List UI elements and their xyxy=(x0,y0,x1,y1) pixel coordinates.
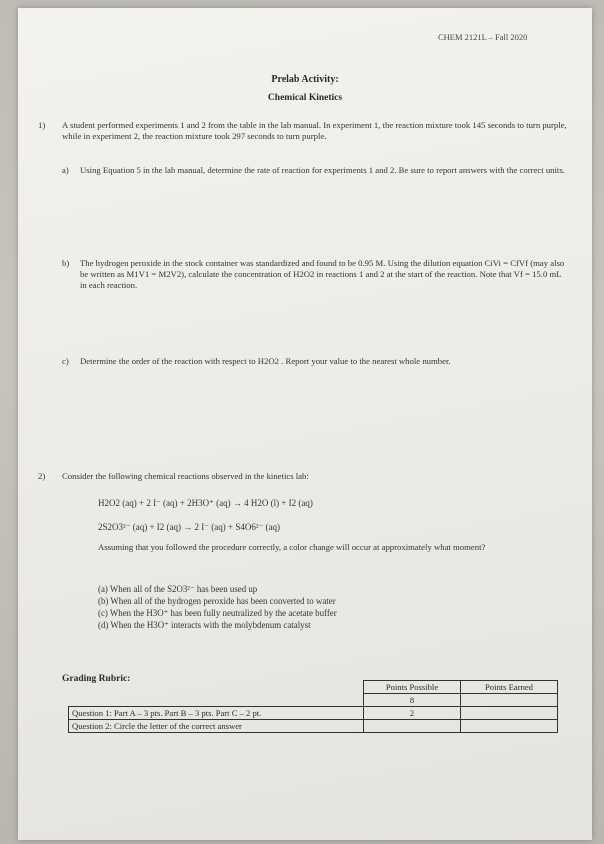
table-row xyxy=(69,694,558,707)
q1a-text: Using Equation 5 in the lab manual, determine the rate of reaction for experiments 1 and 2. Be sure to report answers with the correct units. xyxy=(80,165,565,175)
row1-earned xyxy=(461,694,558,707)
q1a-label: a) xyxy=(62,165,69,175)
rubric-title: Grading Rubric: xyxy=(62,674,131,684)
col-points-possible: Points Possible xyxy=(364,681,461,694)
table-row xyxy=(69,707,558,720)
q2-question: Assuming that you followed the procedure correctly, a color change will occur at approximately what moment? xyxy=(98,542,486,552)
row2-possible: 2 xyxy=(364,707,461,720)
worksheet-page xyxy=(18,8,592,840)
q1c-label: c) xyxy=(62,356,69,366)
col-points-earned: Points Earned xyxy=(461,681,558,694)
q1b-label: b) xyxy=(62,258,70,268)
row2-earned xyxy=(461,707,558,720)
q1-text: A student performed experiments 1 and 2 from the table in the lab manual. In experiment 1, the reaction mixture took 145 seconds to turn purple, while in experiment 2, the reaction mixture took 297 seconds to turn purple. xyxy=(62,120,567,141)
q1-number: 1) xyxy=(38,120,46,130)
q1b-text: The hydrogen peroxide in the stock container was standardized and found to be 0.95 M. Using the dilution equation CiVi = CfVf (may also be written as M1V1 = M2V2), calculate the concentration of H2O2 in reactions 1 and 2 at the start of the reaction. Note that Vf = 15.0 mL in each reaction. xyxy=(80,258,565,290)
option-c: (c) When the H3O⁺ has been fully neutralized by the acetate buffer xyxy=(98,608,337,618)
table-row xyxy=(69,720,558,733)
course-header: CHEM 2121L – Fall 2020 xyxy=(438,32,528,42)
row1-label: Question 1: Part A – 3 pts. Part B – 3 pts. Part C – 2 pt. xyxy=(69,707,364,720)
page-subtitle: Chemical Kinetics xyxy=(267,93,343,103)
rubric-header-row xyxy=(69,681,558,694)
equation-1: H2O2 (aq) + 2 I⁻ (aq) + 2H3O⁺ (aq) → 4 H2O (l) + I2 (aq) xyxy=(98,498,313,508)
q1c-text: Determine the order of the reaction with respect to H2O2 . Report your value to the nearest whole number. xyxy=(80,356,451,366)
rubric-table xyxy=(68,680,558,733)
row2-label: Question 2: Circle the letter of the correct answer xyxy=(69,720,364,733)
page-title: Prelab Activity: xyxy=(271,74,339,85)
option-d: (d) When the H3O⁺ interacts with the molybdenum catalyst xyxy=(98,620,311,630)
option-b: (b) When all of the hydrogen peroxide has been converted to water xyxy=(98,596,336,606)
option-a: (a) When all of the S2O3²⁻ has been used up xyxy=(98,584,258,594)
q2-text: Consider the following chemical reactions observed in the kinetics lab: xyxy=(62,471,309,481)
equation-2: 2S2O3²⁻ (aq) + I2 (aq) → 2 I⁻ (aq) + S4O6²⁻ (aq) xyxy=(98,522,281,532)
row1-possible: 8 xyxy=(364,694,461,707)
q2-number: 2) xyxy=(38,471,46,481)
